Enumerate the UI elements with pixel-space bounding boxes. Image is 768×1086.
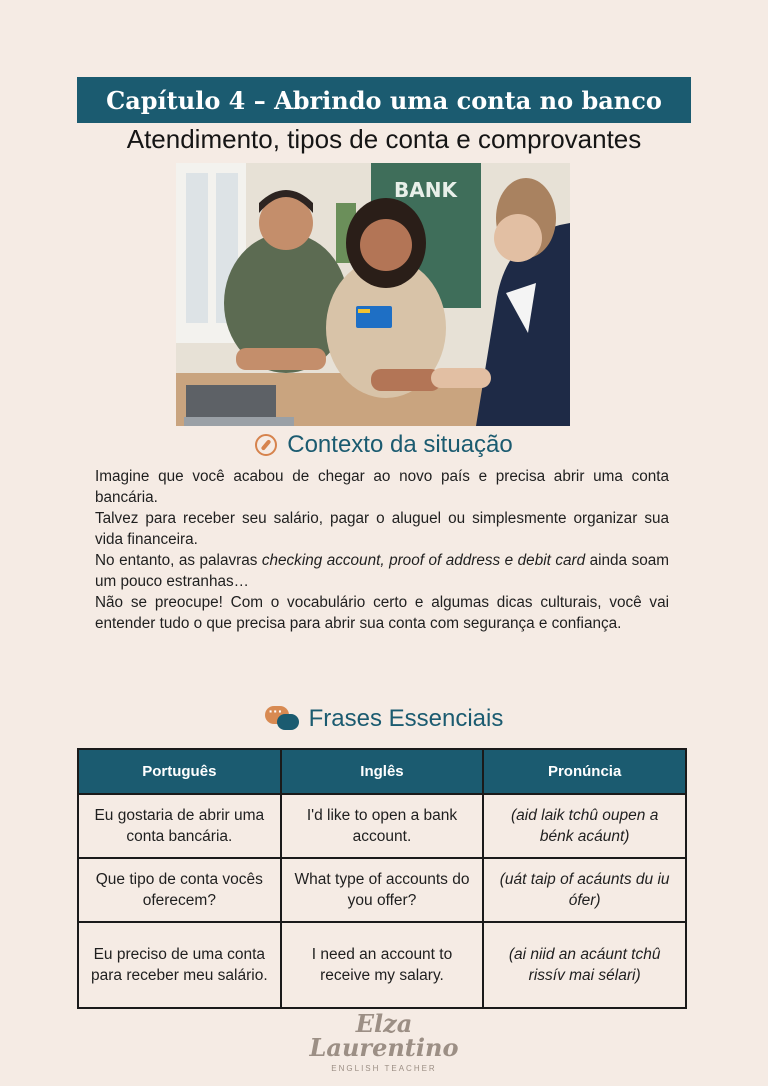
- context-heading: [0, 431, 768, 459]
- cell-ingles: What type of accounts do you offer?: [281, 858, 484, 922]
- context-paragraph-3-end: ainda soam um pouco estranhas…: [95, 552, 669, 590]
- compass-icon: [255, 434, 277, 456]
- cell-portugues: Eu gostaria de abrir uma conta bancária.: [78, 794, 281, 858]
- bank-scene-illustration: [176, 163, 570, 426]
- cell-pronuncia: (aid laik tchû oupen a bénk acáunt): [483, 794, 686, 858]
- cell-portugues: Que tipo de conta vocês oferecem?: [78, 858, 281, 922]
- cell-ingles: I need an account to receive my salary.: [281, 922, 484, 1008]
- cell-portugues: Eu preciso de uma conta para receber meu salário.: [78, 922, 281, 1008]
- table-row: [78, 794, 686, 858]
- context-paragraphs: [95, 466, 669, 634]
- speech-bubbles-icon: [265, 706, 299, 732]
- chapter-title-bar: [77, 77, 691, 123]
- chapter-subtitle: Atendimento, tipos de conta e comprovantes: [126, 124, 642, 154]
- context-heading-text: Contexto da situação: [287, 431, 513, 458]
- context-paragraph-2: Talvez para receber seu salário, pagar o aluguel ou simplesmente organizar sua vida financeira.: [95, 510, 669, 548]
- column-header-pronuncia: Pronúncia: [483, 749, 686, 794]
- context-paragraph-1: Imagine que você acabou de chegar ao novo país e precisa abrir uma conta bancária.: [95, 468, 669, 506]
- context-paragraph-3: [95, 550, 669, 592]
- context-paragraph-3-start: No entanto, as palavras: [95, 552, 262, 569]
- author-logo: [0, 1009, 768, 1073]
- context-paragraph-3-terms: checking account, proof of address e debit card: [261, 552, 586, 569]
- cell-ingles: I'd like to open a bank account.: [281, 794, 484, 858]
- table-header-row: [78, 749, 686, 794]
- cell-pronuncia: (uát taip of acáunts du iu ófer): [483, 858, 686, 922]
- logo-subtitle: ENGLISH TEACHER: [331, 1064, 437, 1073]
- logo-name-line-1: Elza: [355, 1009, 413, 1038]
- cell-pronuncia: (ai niid an acáunt tchû rissív mai sélari): [483, 922, 686, 1008]
- chapter-title: Capítulo 4 – Abrindo uma conta no banco: [106, 85, 662, 115]
- context-paragraph-4: Não se preocupe! Com o vocabulário certo e algumas dicas culturais, você vai entender tudo o que precisa para abrir sua conta com segurança e confiança.: [95, 594, 669, 632]
- table-row: [78, 858, 686, 922]
- bank-scene-photo: [176, 163, 570, 426]
- column-header-ingles: Inglês: [281, 749, 484, 794]
- column-header-portugues: Português: [78, 749, 281, 794]
- phrases-heading: [0, 705, 768, 733]
- phrases-table: [77, 748, 687, 1009]
- phrases-heading-text: Frases Essenciais: [308, 705, 504, 732]
- bank-sign-text: BANK: [394, 178, 457, 202]
- logo-name-line-2: Laurentino: [309, 1033, 459, 1062]
- table-row: [78, 922, 686, 1008]
